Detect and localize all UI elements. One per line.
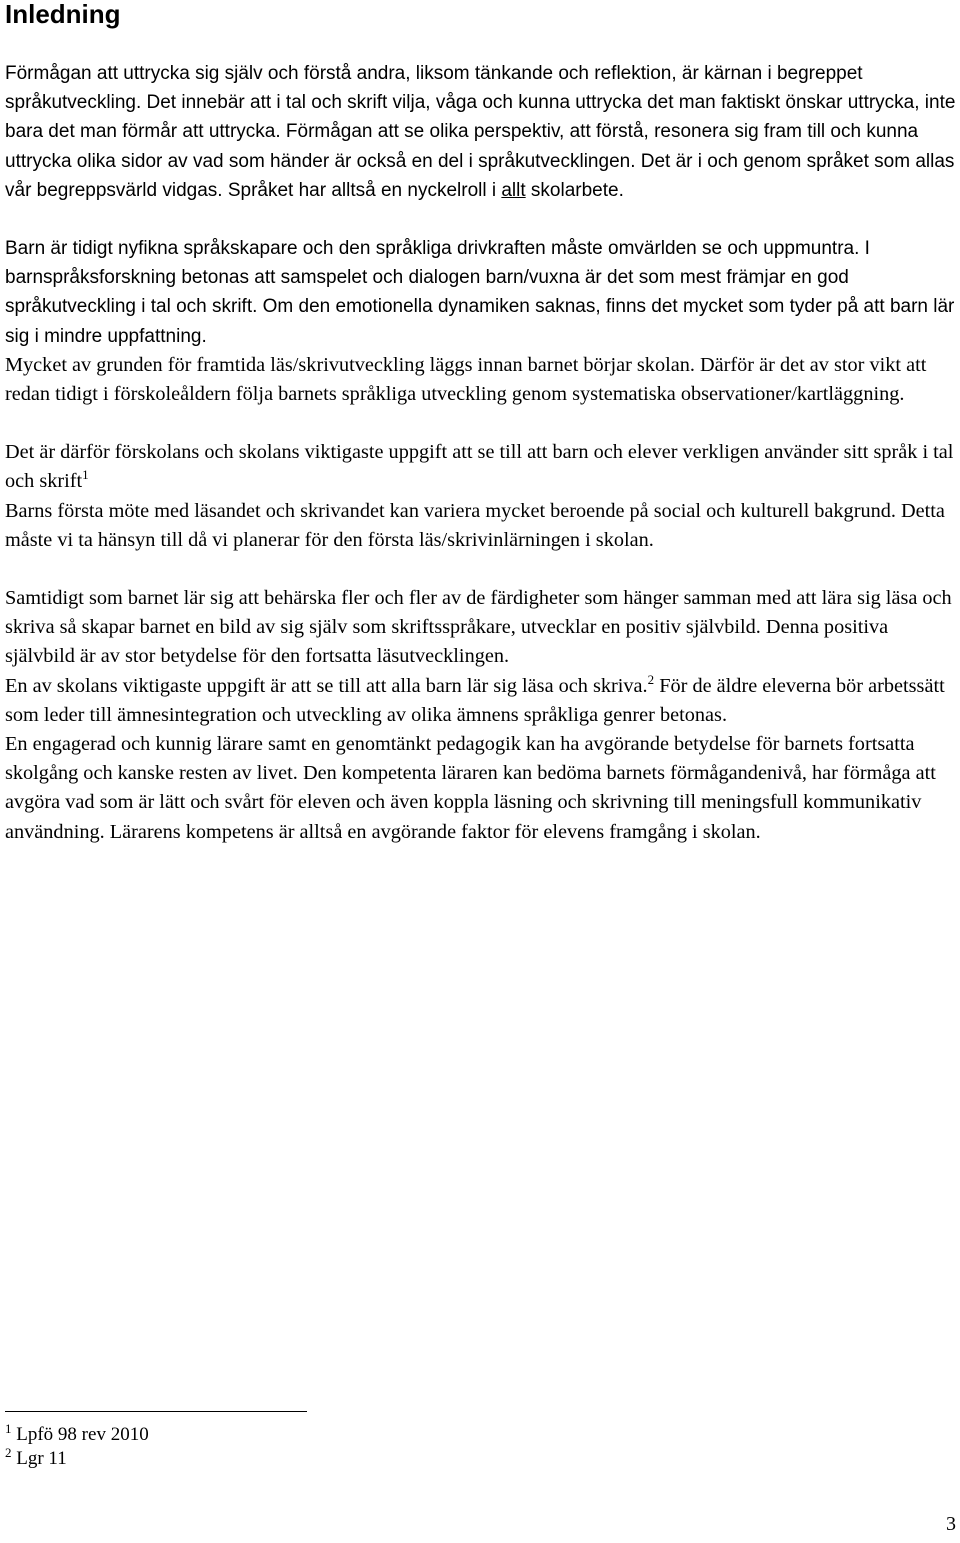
paragraph-self-image: Samtidigt som barnet lär sig att behärska fler och fler av de färdigheter som hänger samman med att lära sig läsa och skriva så skapar barnet en bild av sig själv som skriftsspråkare, utvecklar en positiv självbild. Denna positiva självbild är av stor betydelse för den fortsatta läsutvecklingen. [5, 587, 952, 668]
paragraph-school-task [5, 672, 957, 730]
footnote-2 [5, 1447, 149, 1471]
footnote-1-text: Lpfö 98 rev 2010 [16, 1424, 149, 1445]
footnotes [5, 1423, 149, 1471]
footnote-1 [5, 1423, 149, 1447]
underlined-word: allt [501, 179, 526, 201]
page-number: 3 [946, 1513, 956, 1535]
paragraph-intro [5, 59, 957, 205]
body-text [5, 59, 957, 847]
paragraph-curiosity: Barn är tidigt nyfikna språkskapare och den språkliga drivkraften måste omvärlden se och uppmuntra. I barnspråksforskning betonas att samspelet och dialogen barn/vuxna är det som mest främjar en god språkutveckling i tal och skrift. Om den emotionella dynamiken saknas, finns det mycket som tyder på att barn lär sig i mindre uppfattning. [5, 238, 955, 347]
footnote-2-text: Lgr 11 [16, 1448, 67, 1469]
footnote-2-number: 2 [5, 1445, 12, 1460]
footnote-divider [5, 1411, 307, 1412]
paragraph-school-task-text: En av skolans viktigaste uppgift är att se till att alla barn lär sig läsa och skriva. [5, 674, 648, 697]
paragraph-intro-end: skolarbete. [525, 179, 624, 201]
paragraph-teacher: En engagerad och kunnig lärare samt en genomtänkt pedagogik kan ha avgörande betydelse för barnets fortsatta skolgång och kanske resten av livet. Den kompetenta läraren kan bedöma barnets förmågandenivå, har förmåga att avgöra vad som är lätt och svårt för eleven och även koppla läsning och skrivning till meningsfull kommunikativ användning. Lärarens kompetens är alltså en avgörande faktor för elevens framgång i skolan. [5, 733, 936, 843]
paragraph-first-encounter: Barns första möte med läsandet och skrivandet kan variera mycket beroende på social och kulturell bakgrund. Detta måste vi ta hänsyn till då vi planerar för den första läs/skrivinlärningen i skolan. [5, 499, 945, 551]
paragraph-school-task-end: För de äldre eleverna bör arbetssätt som leder till ämnesintegration och utveckling av olika ämnens språkliga genrer betonas. [5, 674, 945, 726]
paragraph-intro-text: Förmågan att uttrycka sig själv och förstå andra, liksom tänkande och reflektion, är kärnan i begreppet språkutveckling. Det innebär att i tal och skrift vilja, våga och kunna uttrycka det man faktiskt önskar uttrycka, inte bara det man förmår att uttrycka. Förmågan att se olika perspektiv, att förstå, resonera sig fram till och kunna uttrycka olika sidor av vad som händer är också en del i språkutvecklingen. Det är i och genom språket som allas vår begreppsvärld vidgas. Språket har alltså en nyckelroll i [5, 63, 956, 201]
paragraph-task-text: Det är därför förskolans och skolans viktigaste uppgift att se till att barn och elever verkligen använder sitt språk i tal och skrift [5, 441, 954, 493]
footnote-1-number: 1 [5, 1421, 12, 1436]
footnote-ref-2: 2 [647, 671, 655, 687]
paragraph-task [5, 438, 957, 496]
footnote-ref-1: 1 [82, 467, 89, 483]
section-heading: Inledning [5, 0, 121, 29]
paragraph-foundation: Mycket av grunden för framtida läs/skrivutveckling läggs innan barnet börjar skolan. Därför är det av stor vikt att redan tidigt i förskoleåldern följa barnets språkliga utveckling genom systematiska observationer/kartläggning. [5, 353, 927, 406]
